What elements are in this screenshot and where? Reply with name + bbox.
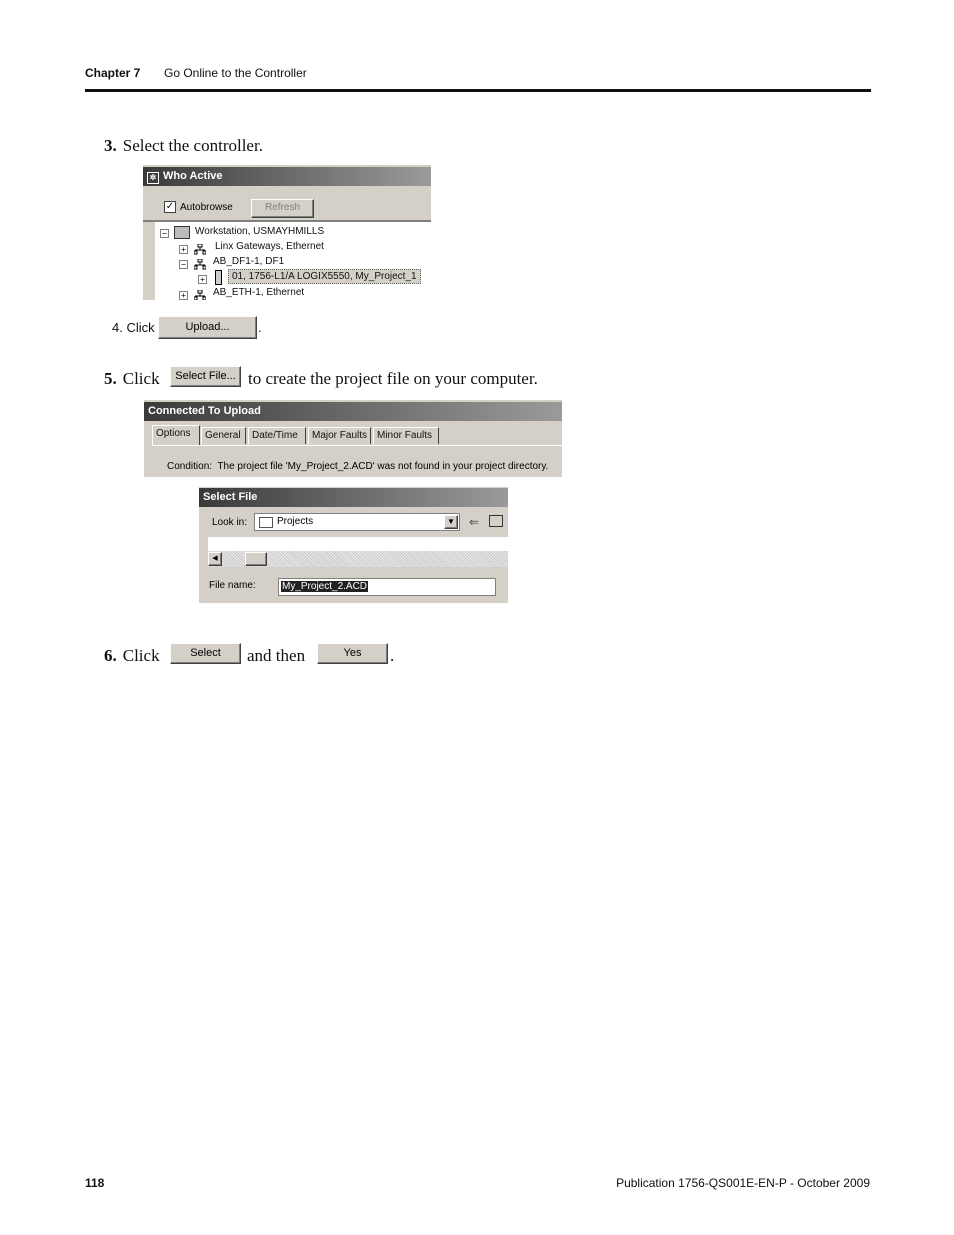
- step-number: 3.: [104, 136, 117, 155]
- network-icon: [194, 242, 206, 252]
- tab-divider: [152, 445, 562, 446]
- step-number: 6.: [104, 646, 117, 665]
- collapse-icon[interactable]: −: [179, 260, 188, 269]
- step-5-text: to create the project file on your computer.: [248, 369, 538, 388]
- step-click: Click: [122, 646, 160, 665]
- expand-icon[interactable]: +: [179, 245, 188, 254]
- step-3: [104, 136, 263, 156]
- who-active-title: Who Active: [163, 170, 223, 182]
- step-click: Click: [122, 369, 160, 388]
- workstation-icon: [174, 226, 190, 239]
- step-6-mid: and then: [247, 646, 306, 665]
- scroll-thumb[interactable]: [245, 552, 267, 566]
- file-name-label: File name:: [209, 580, 256, 591]
- expand-icon[interactable]: +: [198, 275, 207, 284]
- step-5: [104, 369, 160, 389]
- chapter-title: Go Online to the Controller: [164, 66, 307, 80]
- select-file-dialog: [199, 487, 508, 603]
- autobrowse-checkbox[interactable]: ✓: [165, 201, 175, 212]
- tab-date-time[interactable]: Date/Time: [248, 427, 306, 444]
- step-text: Select the controller.: [122, 136, 263, 155]
- expand-icon[interactable]: +: [179, 291, 188, 300]
- tab-strip: [152, 427, 552, 447]
- scroll-left-icon[interactable]: ◀: [208, 552, 222, 566]
- device-tree[interactable]: [155, 222, 431, 300]
- select-button[interactable]: Select: [170, 643, 241, 664]
- look-in-label: Look in:: [212, 517, 248, 528]
- network-icon: [194, 257, 206, 267]
- tab-general[interactable]: General: [201, 427, 246, 444]
- tab-minor-faults[interactable]: Minor Faults: [373, 427, 439, 444]
- step-4-text: 4. Click: [112, 320, 155, 335]
- select-file-title: Select File: [199, 488, 508, 507]
- tree-item-ab-eth[interactable]: AB_ETH-1, Ethernet: [213, 287, 305, 298]
- tree-item-workstation[interactable]: Workstation, USMAYHMILLS: [195, 226, 325, 237]
- tab-options[interactable]: Options: [152, 425, 200, 445]
- condition-text: Condition: The project file 'My_Project_2.ACD' was not found in your project directory.: [167, 461, 549, 472]
- file-name-value: My_Project_2.ACD: [282, 581, 368, 592]
- refresh-button[interactable]: Refresh: [251, 199, 314, 218]
- select-file-button[interactable]: Select File...: [170, 366, 241, 387]
- tree-item-linx-gateways[interactable]: Linx Gateways, Ethernet: [215, 241, 324, 252]
- tab-major-faults[interactable]: Major Faults: [308, 427, 371, 444]
- yes-button[interactable]: Yes: [317, 643, 388, 664]
- publication-info: Publication 1756-QS001E-EN-P - October 2009: [616, 1176, 870, 1190]
- chapter-label: Chapter 7: [85, 66, 141, 80]
- who-active-dialog: [143, 165, 431, 300]
- look-in-value: Projects: [277, 516, 314, 527]
- tree-item-controller-selected[interactable]: 01, 1756-L1/A LOGIX5550, My_Project_1: [228, 269, 421, 284]
- step-4-period: .: [258, 320, 262, 335]
- controller-icon: [215, 270, 222, 285]
- who-active-icon: ✲: [147, 172, 159, 184]
- file-name-input[interactable]: [278, 578, 496, 596]
- step-number: 5.: [104, 369, 117, 388]
- page-number: 118: [85, 1176, 105, 1190]
- chevron-down-icon[interactable]: ▼: [444, 515, 458, 529]
- who-active-titlebar: [143, 167, 431, 186]
- header-rule: [85, 89, 871, 92]
- network-icon: [194, 288, 206, 298]
- tree-item-ab-df1[interactable]: AB_DF1-1, DF1: [213, 256, 285, 267]
- connected-to-upload-dialog: [144, 400, 562, 477]
- back-arrow-icon[interactable]: ⇐: [469, 515, 480, 529]
- look-in-dropdown[interactable]: [254, 513, 460, 531]
- step-6: [104, 646, 160, 666]
- collapse-icon[interactable]: −: [160, 229, 169, 238]
- up-folder-icon[interactable]: [489, 515, 503, 527]
- autobrowse-label: Autobrowse: [180, 202, 233, 213]
- horizontal-scrollbar[interactable]: [208, 551, 508, 567]
- step-6-period: .: [390, 646, 395, 665]
- connected-upload-title: Connected To Upload: [144, 402, 562, 421]
- upload-button[interactable]: Upload...: [158, 316, 257, 339]
- folder-icon: [259, 517, 273, 528]
